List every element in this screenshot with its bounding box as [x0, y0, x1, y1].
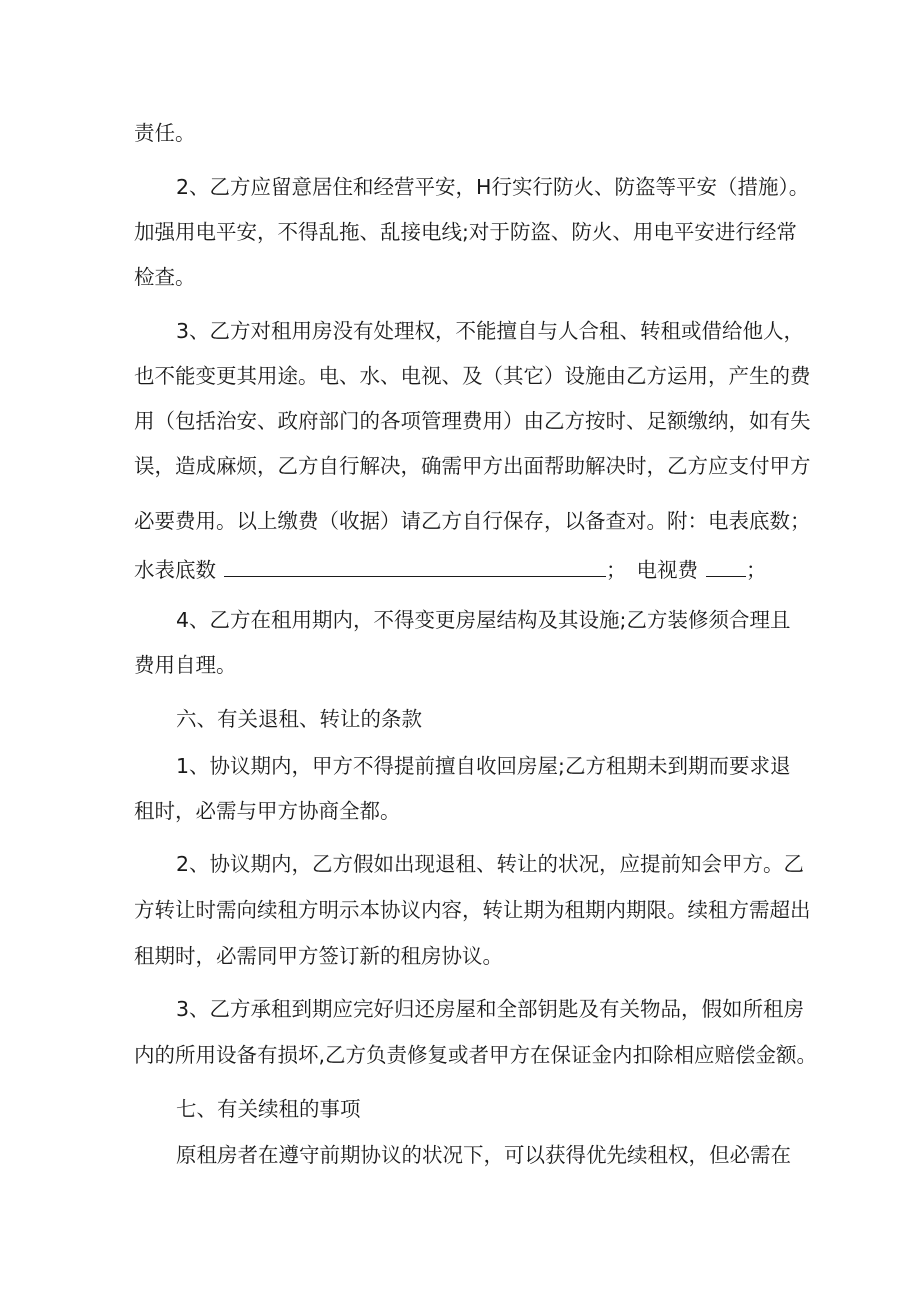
text-line: 检查。 [134, 265, 196, 289]
text-line: 4、乙方在租用期内，不得变更房屋结构及其设施;乙方装修须合理且 [176, 608, 791, 632]
text-line: 租时，必需与甲方协商全都。 [134, 799, 401, 823]
text-line: 1、协议期内，甲方不得提前擅自收回房屋;乙方租期未到期而要求退 [176, 754, 791, 778]
text-line: 必要费用。以上缴费（收据）请乙方自行保存，以备查对。附：电表底数； [134, 509, 811, 533]
meter-reading-line [134, 556, 767, 584]
text-line: 2、协议期内，乙方假如出现退租、转让的状况，应提前知会甲方。乙 [176, 852, 805, 876]
water-meter-label: 水表底数 [134, 558, 216, 582]
water-meter-blank[interactable] [224, 556, 606, 577]
section-heading: 六、有关退租、转让的条款 [176, 707, 422, 731]
text-line: 2、乙方应留意居住和经营平安，H行实行防火、防盗等平安（措施）。 [176, 175, 810, 199]
text-line: 费用自理。 [134, 653, 237, 677]
text-line: 加强用电平安，不得乱拖、乱接电线;对于防盗、防火、用电平安进行经常 [134, 220, 797, 244]
tv-fee-blank[interactable] [706, 556, 746, 577]
text-line: 3、乙方对租用房没有处理权，不能擅自与人合租、转租或借给他人， [176, 319, 805, 343]
text-line: 方转让时需向续租方明示本协议内容，转让期为租期内期限。续租方需超出 [134, 898, 811, 922]
text-line: 原租房者在遵守前期协议的状况下，可以获得优先续租权，但必需在 [176, 1143, 791, 1167]
text-line: 也不能变更其用途。电、水、电视、及（其它）设施由乙方运用，产生的费 [134, 364, 811, 388]
text-line: 内的所用设备有损坏,乙方负责修复或者甲方在保证金内扣除相应赔偿金额。 [134, 1043, 818, 1067]
tv-fee-label: 电视费 [636, 558, 698, 582]
text-line: 租期时，必需同甲方签订新的租房协议。 [134, 944, 503, 968]
text-line: 责任。 [134, 121, 196, 145]
separator: ； [606, 558, 627, 582]
line-end: ； [746, 558, 767, 582]
section-heading: 七、有关续租的事项 [176, 1097, 361, 1121]
text-line: 3、乙方承租到期应完好归还房屋和全部钥匙及有关物品，假如所租房 [176, 997, 805, 1021]
text-line: 误，造成麻烦，乙方自行解决，确需甲方出面帮助解决时，乙方应支付甲方 [134, 454, 811, 478]
text-line: 用（包括治安、政府部门的各项管理费用）由乙方按时、足额缴纳，如有失 [134, 409, 811, 433]
